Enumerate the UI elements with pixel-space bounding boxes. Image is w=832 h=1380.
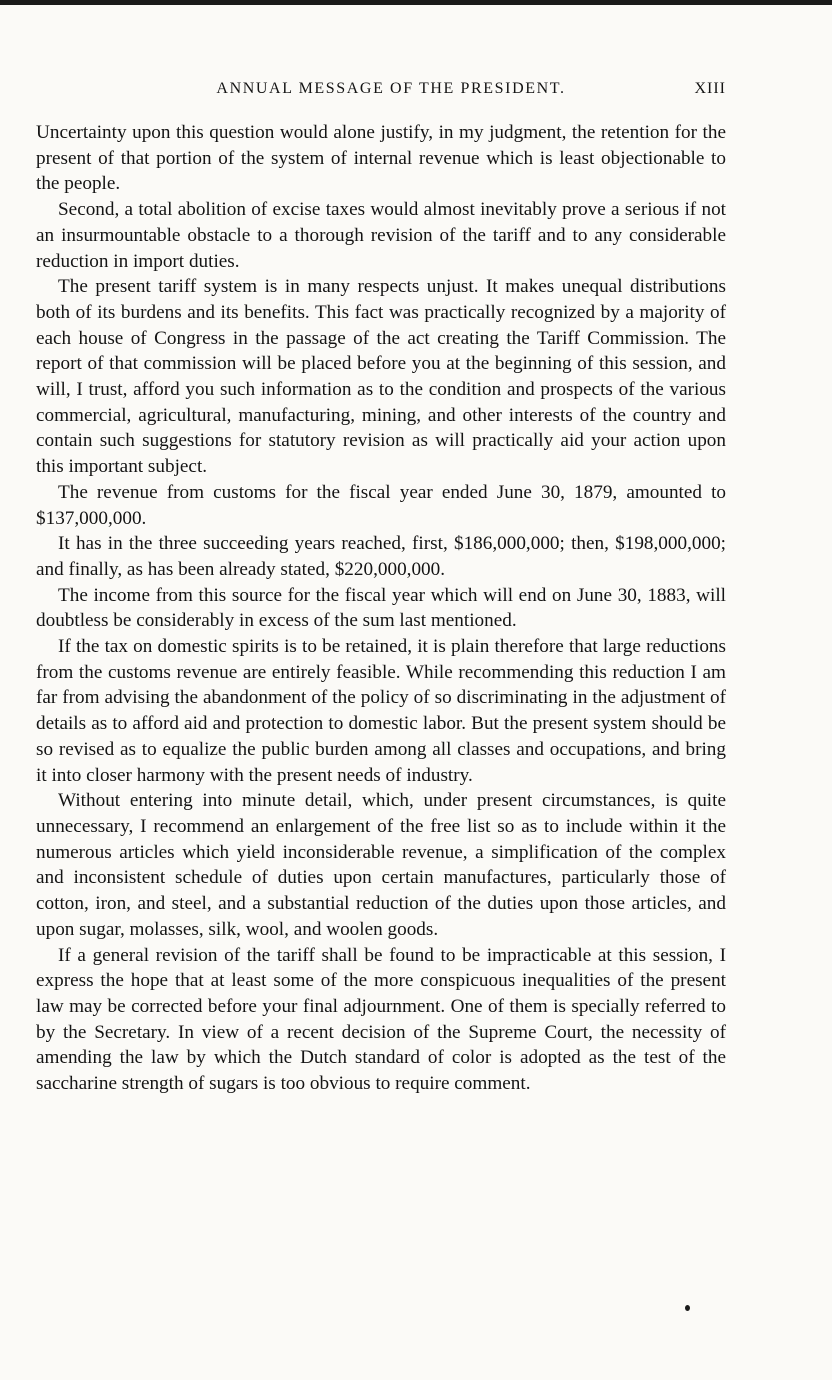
paragraph-domestic-spirits: If the tax on domestic spirits is to be retained, it is plain therefore that large reductions from the customs revenue are entirely feasible. While recommending this reduction I am far from advising the abandonment of the policy of so discriminating in the adjustment of details as to afford aid and protection to domestic labor. But the present system should be so revised as to equalize the public burden among all classes and occupations, and bring it into closer harmony with the present needs of industry. — [36, 636, 726, 786]
message-body — [36, 120, 726, 1097]
paragraph-continuation: Uncertainty upon this question would alone justify, in my judgment, the retention for the present of that portion of the system of internal revenue which is least objectionable to the people. — [36, 122, 726, 195]
paragraph-fiscal-1883: The income from this source for the fiscal year which will end on June 30, 1883, will doubtless be considerably in excess of the sum last mentioned. — [36, 584, 726, 632]
ink-speck — [685, 1305, 690, 1311]
paragraph-tariff-system: The present tariff system is in many respects unjust. It makes unequal distributions both of its burdens and its benefits. This fact was practically recognized by a majority of each house of Congress in the passage of the act creating the Tariff Commission. The report of that commission will be placed before you at the beginning of this session, and will, I trust, afford you such information as to the condition and prospects of the various commercial, agricultural, manufacturing, mining, and other interests of the country and contain such suggestions for statutory revision as will practically aid your action upon this important subject. — [36, 276, 726, 478]
paragraph-free-list: Without entering into minute detail, which, under present circumstances, is quite unnecessary, I recommend an enlargement of the free list so as to include within it the numerous articles which yield inconsiderable revenue, a simplification of the complex and inconsistent schedule of duties upon certain manufactures, particularly those of cotton, iron, and steel, and a substantial reduction of the duties upon those articles, and upon sugar, molasses, silk, wool, and woolen goods. — [36, 790, 726, 940]
paragraph-general-revision: If a general revision of the tariff shall be found to be impracticable at this session, I express the hope that at least some of the more conspicuous inequalities of the present law may be corrected before your final adjournment. One of them is specially referred to by the Secretary. In view of a recent decision of the Supreme Court, the necessity of amending the law by which the Dutch standard of color is adopted as the test of the saccharine strength of sugars is too obvious to require comment. — [36, 944, 726, 1095]
page-number: XIII — [694, 80, 726, 97]
running-header-title: ANNUAL MESSAGE OF THE PRESIDENT. — [216, 80, 566, 97]
paragraph-succeeding-years: It has in the three succeeding years reached, first, $186,000,000; then, $198,000,000; and finally, as has been already stated, $220,000,000. — [36, 533, 726, 580]
paragraph-customs-1879: The revenue from customs for the fiscal year ended June 30, 1879, amounted to $137,000,000. — [36, 481, 726, 529]
paragraph-excise-abolition: Second, a total abolition of excise taxes would almost inevitably prove a serious if not an insurmountable obstacle to a thorough revision of the tariff and to any considerable reduction in import duties. — [36, 199, 726, 272]
page-top-rule — [0, 0, 832, 5]
running-header — [36, 80, 726, 104]
